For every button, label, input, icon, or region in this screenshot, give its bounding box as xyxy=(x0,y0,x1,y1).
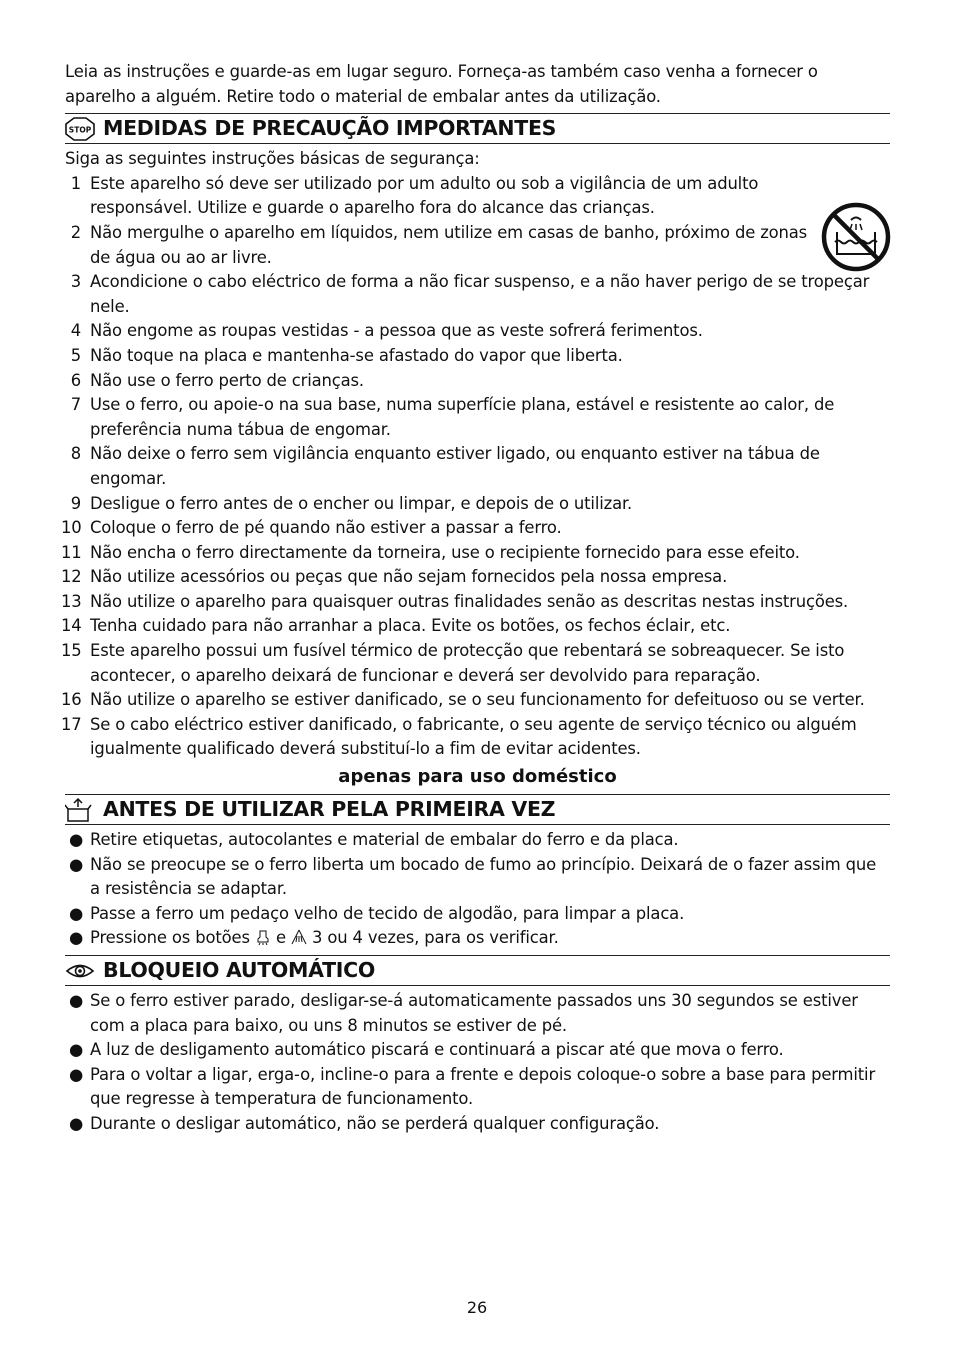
page-number: 26 xyxy=(466,1298,488,1317)
stop-icon xyxy=(65,117,95,141)
item-text: Para o voltar a ligar, erga-o, incline-o para a frente e depois coloque-o sobre a base para permitir que regresse à temperatura de funcionamento. xyxy=(90,1064,876,1109)
list-item xyxy=(65,989,890,1038)
document-page xyxy=(61,60,890,1137)
bullet: ● xyxy=(69,1040,84,1060)
item-text: Este aparelho só deve ser utilizado por um adulto ou sob a vigilância de um adulto responsável. Utilize e guarde o aparelho fora do alcance das crianças. xyxy=(90,173,759,218)
section-title: BLOQUEIO AUTOMÁTICO xyxy=(103,958,376,982)
item-number: 9 xyxy=(70,493,81,513)
item-number: 2 xyxy=(70,222,81,242)
bullet: ● xyxy=(69,903,84,923)
item-text-before: Pressione os botões xyxy=(90,928,250,948)
list-item xyxy=(65,902,890,927)
item-text: Se o ferro estiver parado, desligar-se-á automaticamente passados uns 30 segundos se estiver com a placa para baixo, ou uns 8 minutos se estiver de pé. xyxy=(90,991,858,1035)
list-item xyxy=(61,590,890,615)
list-item xyxy=(65,393,890,442)
bullet: ● xyxy=(69,928,84,948)
item-text: Este aparelho possui um fusível térmico de protecção que rebentará se sobreaquecer. Se isto acontecer, o aparelho deixará de funcionar e deverá ser devolvido para reparação. xyxy=(90,641,845,685)
bullet: ● xyxy=(69,830,84,850)
intro-paragraph: Leia as instruções e guarde-as em lugar seguro. Forneça-as também caso venha a fornecer o aparelho a alguém. Retire todo o material de embalar antes da utilização. xyxy=(65,62,818,106)
bullet: ● xyxy=(69,1064,84,1084)
list-item xyxy=(65,172,890,221)
list-item xyxy=(65,926,890,951)
section-title: MEDIDAS DE PRECAUÇÃO IMPORTANTES xyxy=(103,116,557,141)
first-use-list xyxy=(65,828,890,926)
item-number: 5 xyxy=(70,345,81,365)
bullet: ● xyxy=(69,991,84,1010)
item-text: Não mergulhe o aparelho em líquidos, nem utilize em casas de banho, próximo de zonas de água ou ao ar livre. xyxy=(90,222,808,267)
item-text: Não toque na placa e mantenha-se afastado do vapor que liberta. xyxy=(90,345,623,365)
item-text: Use o ferro, ou apoie-o na sua base, numa superfície plana, estável e resistente ao calor, de preferência numa tábua de engomar. xyxy=(90,395,835,439)
list-item xyxy=(61,713,890,762)
section-first-use-header xyxy=(65,794,890,825)
item-text: Tenha cuidado para não arranhar a placa. Evite os botões, os fechos éclair, etc. xyxy=(90,616,731,636)
list-item xyxy=(61,614,890,639)
item-text: Se o cabo eléctrico estiver danificado, o fabricante, o seu agente de serviço técnico ou alguém igualmente qualificado deverá substituí-lo a fim de evitar acidentes. xyxy=(90,714,857,759)
item-number: 3 xyxy=(70,272,81,292)
item-number: 6 xyxy=(70,370,81,390)
list-item xyxy=(65,344,890,369)
item-number: 12 xyxy=(61,567,82,587)
item-text: Não use o ferro perto de crianças. xyxy=(90,370,364,390)
section-auto-off-header xyxy=(65,955,890,986)
svg-text:STOP: STOP xyxy=(68,125,92,135)
item-text: A luz de desligamento automático piscará e continuará a piscar até que mova o ferro. xyxy=(90,1040,784,1060)
item-number: 15 xyxy=(61,641,82,661)
list-item xyxy=(65,319,890,344)
item-number: 17 xyxy=(61,714,82,734)
item-number: 11 xyxy=(61,542,82,562)
item-number: 8 xyxy=(70,444,81,464)
section-lead: Siga as seguintes instruções básicas de segurança: xyxy=(65,149,480,169)
item-text: Não deixe o ferro sem vigilância enquanto estiver ligado, ou enquanto estiver na tábua de engomar. xyxy=(90,444,820,488)
bullet: ● xyxy=(69,854,84,874)
no-water-immersion-icon xyxy=(821,202,891,272)
auto-off-list xyxy=(65,989,890,1137)
list-item xyxy=(65,1063,890,1112)
item-text: Coloque o ferro de pé quando não estiver a passar a ferro. xyxy=(90,518,562,538)
item-text: Passe a ferro um pedaço velho de tecido de algodão, para limpar a placa. xyxy=(90,903,685,923)
item-number: 16 xyxy=(61,690,82,710)
section-title: ANTES DE UTILIZAR PELA PRIMEIRA VEZ xyxy=(103,797,556,822)
item-text: Retire etiquetas, autocolantes e material de embalar do ferro e da placa. xyxy=(90,830,679,850)
unpack-box-icon xyxy=(65,798,95,822)
item-text: Durante o desligar automático, não se perderá qualquer configuração. xyxy=(90,1113,660,1133)
item-number: 7 xyxy=(70,395,81,415)
item-text: Não utilize acessórios ou peças que não sejam fornecidos pela nossa empresa. xyxy=(90,567,728,587)
spray-button-icon xyxy=(255,929,271,945)
item-text: Desligue o ferro antes de o encher ou limpar, e depois de o utilizar. xyxy=(90,493,633,513)
list-item xyxy=(65,221,890,270)
eye-icon xyxy=(65,959,95,983)
precautions-list xyxy=(61,172,890,762)
list-item xyxy=(65,1112,890,1137)
list-item xyxy=(65,1038,890,1063)
list-item xyxy=(61,688,890,713)
bullet: ● xyxy=(69,1113,84,1133)
item-number: 4 xyxy=(70,321,81,341)
item-text-middle: e xyxy=(275,928,286,948)
list-item xyxy=(65,270,890,319)
item-text: Não utilize o aparelho para quaisquer outras finalidades senão as descritas nestas instruções. xyxy=(90,591,849,611)
item-text: Não encha o ferro directamente da torneira, use o recipiente fornecido para esse efeito. xyxy=(90,542,800,562)
item-number: 1 xyxy=(70,173,81,193)
domestic-use-note: apenas para uso doméstico xyxy=(338,766,617,788)
list-item xyxy=(61,516,890,541)
item-text: Não utilize o aparelho se estiver danificado, se o seu funcionamento for defeituoso ou se verter. xyxy=(90,690,865,710)
item-number: 13 xyxy=(61,591,82,611)
section-precautions-header xyxy=(65,113,890,144)
list-item xyxy=(61,639,890,688)
item-text: Acondicione o cabo eléctrico de forma a não ficar suspenso, e a não haver perigo de se tropeçar nele. xyxy=(90,272,870,316)
list-item xyxy=(65,828,890,853)
list-item xyxy=(65,853,890,902)
item-number: 10 xyxy=(61,518,82,538)
item-text: Não engome as roupas vestidas - a pessoa que as veste sofrerá ferimentos. xyxy=(90,321,703,341)
list-item xyxy=(61,541,890,566)
list-item xyxy=(61,565,890,590)
list-item xyxy=(65,369,890,394)
item-number: 14 xyxy=(61,616,82,636)
list-item xyxy=(65,492,890,517)
item-text-after: 3 ou 4 vezes, para os verificar. xyxy=(312,928,559,948)
list-item xyxy=(65,442,890,491)
item-text: Não se preocupe se o ferro liberta um bocado de fumo ao princípio. Deixará de o fazer assim que a resistência se adaptar. xyxy=(90,854,877,899)
steam-shot-button-icon xyxy=(291,929,307,945)
